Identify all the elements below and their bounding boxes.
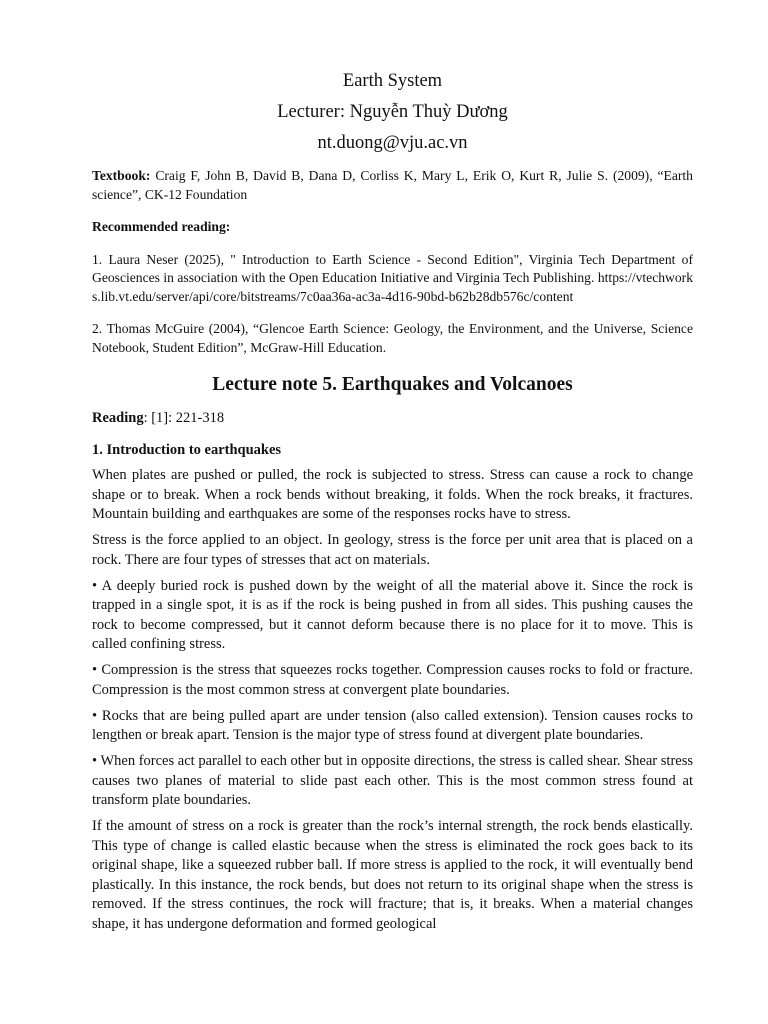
reference-url: https://vtechworks.lib.vt.edu/server/api/core/bitstreams/7c0aa36a-ac3a-4d16-90bd-b62b28db576c/content xyxy=(92,270,693,304)
reference-text: 1. Laura Neser (2025), " Introduction to Earth Science - Second Edition", Virginia Tech Department of Geosciences in association with the Open Education Initiative and Virginia Tech Publishing. xyxy=(92,251,693,285)
textbook-label: Textbook: xyxy=(92,168,151,183)
lecturer-name: Lecturer: Nguyễn Thuỳ Dương xyxy=(277,102,508,122)
course-title: Earth System xyxy=(342,71,443,91)
textbook-text: Craig F, John B, David B, Dana D, Corliss K, Mary L, Erik O, Kurt R, Julie S. (2009), “Earth science”, CK-12 Foundation xyxy=(92,168,693,202)
section-heading: 1. Introduction to earthquakes xyxy=(92,442,282,458)
body-paragraph: Stress is the force applied to an object. In geology, stress is the force per unit area that is placed on a rock. There are four types of stresses that act on materials. xyxy=(92,532,693,568)
reading-value: : [1]: 221-318 xyxy=(143,410,225,426)
body-paragraph: If the amount of stress on a rock is greater than the rock’s internal strength, the rock bends elastically. This type of change is called elastic because when the stress is eliminated the rock goes back to its original shape, like a squeezed rubber ball. If more stress is applied to the rock, it will eventually bend plastically. In this instance, the rock bends, but does not return to its original shape when the stress is removed. If the stress continues, the rock will fracture; that is, it breaks. When a material changes shape, it has undergone deformation and formed geological xyxy=(92,818,693,932)
reading-label: Reading xyxy=(92,410,144,426)
lecturer-email: nt.duong@vju.ac.vn xyxy=(317,133,468,153)
body-paragraph: • A deeply buried rock is pushed down by the weight of all the material above it. Since the rock is trapped in a single spot, it is as if the rock is being pushed in from all sides. This pushing causes the rock to become compressed, but it cannot deform because there is no place for it to move. This is called confining stress. xyxy=(92,577,693,652)
reference-item xyxy=(92,320,693,357)
body-paragraph: When plates are pushed or pulled, the rock is subjected to stress. Stress can cause a rock to change shape or to break. When a rock bends without breaking, it folds. When the rock breaks, it fractures. Mountain building and earthquakes are some of the responses rocks have to stress. xyxy=(92,467,693,522)
body-paragraph: • When forces act parallel to each other but in opposite directions, the stress is called shear. Shear stress causes two planes of material to slide past each other. This is the most common stress found at transform plate boundaries. xyxy=(92,753,693,808)
recommended-reading-heading: Recommended reading: xyxy=(92,219,231,234)
reading-line xyxy=(92,408,693,428)
body-paragraph: • Compression is the stress that squeezes rocks together. Compression causes rocks to fold or fracture. Compression is the most common stress at convergent plate boundaries. xyxy=(92,662,693,698)
textbook-citation xyxy=(92,167,693,204)
lecture-title: Lecture note 5. Earthquakes and Volcanoes xyxy=(212,374,573,395)
body-paragraph: • Rocks that are being pulled apart are under tension (also called extension). Tension causes rocks to lengthen or break apart. Tension is the major type of stress found at divergent plate boundaries. xyxy=(92,707,693,743)
reference-text: 2. Thomas McGuire (2004), “Glencoe Earth Science: Geology, the Environment, and the Universe, Science Notebook, Student Edition”, McGraw-Hill Education. xyxy=(92,321,693,355)
reference-item xyxy=(92,251,693,307)
